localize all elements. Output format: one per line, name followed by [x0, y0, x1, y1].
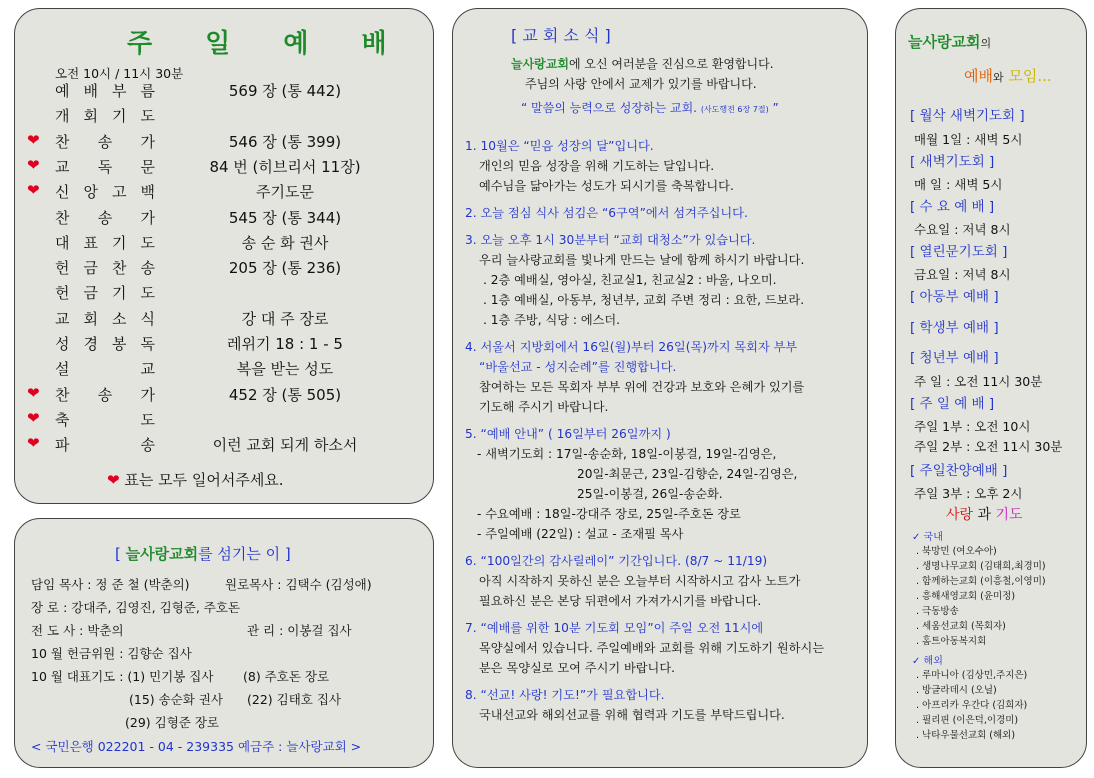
domestic-mission-item: . 홈트아동복지회	[916, 636, 987, 647]
order-item: 축 도	[55, 411, 155, 429]
news-line: 국내선교와 해외선교를 위해 협력과 기도를 부탁드립니다.	[479, 708, 785, 722]
news-line: . 2층 예배실, 영아실, 친교실1, 친교실2 : 바울, 나오미.	[483, 273, 777, 287]
overseas-mission-item: . 루마니아 (김상민,주지은)	[916, 670, 1028, 681]
server-line: 관 리 : 이봉걸 집사	[247, 623, 352, 638]
news-line: 3. 오늘 오후 1시 30분부터 “교회 대청소”가 있습니다.	[465, 233, 756, 247]
news-line: 개인의 믿음 성장을 위해 기도하는 달입니다.	[479, 159, 715, 173]
order-detail: 84 번 (히브리서 11장)	[209, 158, 361, 176]
overseas-mission-item: . 아프리카 우간다 (김희자)	[916, 700, 1028, 711]
meeting-group-time: 매월 1일 : 새벽 5시	[914, 132, 1023, 147]
worship-note	[107, 469, 284, 490]
overseas-label: ✓ 해외	[912, 656, 943, 667]
news-line: 5. “예배 안내” ( 16일부터 26일까지 )	[465, 427, 671, 441]
meeting-group-name: [ 주일찬양예배 ]	[910, 463, 1008, 479]
domestic-mission-item: . 북망민 (여오수아)	[916, 546, 997, 557]
meeting-group-time: 주 일 : 오전 11시 30분	[914, 374, 1043, 389]
news-line: - 주일예배 (22일) : 설교 - 조재필 목사	[477, 527, 684, 541]
news-line: 목양실에서 있습니다. 주일예배와 교회를 위해 기도하기 원하시는	[479, 641, 824, 655]
order-item: 찬 송 가	[55, 209, 155, 227]
meeting-group-time: 매 일 : 새벽 5시	[914, 177, 1003, 192]
server-line: (8) 주호돈 장로	[243, 669, 330, 684]
worship-note-text: 표는 모두 일어서주세요.	[124, 471, 284, 489]
news-line: 7. “예배를 위한 10분 기도회 모임”이 주일 오전 11시에	[465, 621, 764, 635]
worship-title: 주 일 예 배	[127, 29, 409, 59]
order-item: 헌 금 찬 송	[55, 259, 155, 277]
news-line: 기도해 주시기 바랍니다.	[479, 400, 609, 414]
heart-icon: ❤	[27, 434, 40, 452]
news-line: 6. “100일간의 감사릴레이” 기간입니다. (8/7 ~ 11/19)	[465, 554, 768, 568]
order-item: 성 경 봉 독	[55, 335, 155, 353]
meetings-subtitle	[964, 65, 1052, 86]
worship-time: 오전 10시 / 11시 30분	[55, 66, 184, 81]
heart-icon: ❤	[27, 156, 40, 174]
meetings-title-church: 늘사랑교회	[908, 33, 981, 51]
news-line: 예수님을 닮아가는 성도가 되시기를 축복합니다.	[479, 179, 734, 193]
server-line: (22) 김태호 집사	[247, 692, 341, 707]
news-line: . 1층 주방, 식당 : 에스더.	[483, 313, 621, 327]
heart-icon: ❤	[27, 131, 40, 149]
order-item: 찬 송 가	[55, 133, 155, 151]
news-line: 필요하신 분은 본당 뒤편에서 가져가시기를 바랍니다.	[479, 594, 762, 608]
meeting-group-time: 금요일 : 저녁 8시	[914, 267, 1011, 282]
motto-end: ”	[772, 101, 779, 115]
order-detail: 546 장 (통 399)	[228, 133, 342, 151]
news-line: “바울선교 - 성지순례”를 진행합니다.	[479, 360, 677, 374]
news-line: 4. 서울서 지방회에서 16일(월)부터 26일(목)까지 목회자 부부	[465, 340, 798, 354]
server-line: 전 도 사 : 박춘의	[31, 623, 124, 638]
order-detail: 강 대 주 장로	[241, 310, 329, 328]
meeting-group-name: [ 수 요 예 배 ]	[910, 199, 995, 215]
news-title: [ 교 회 소 식 ]	[511, 26, 611, 45]
prayer-title	[946, 504, 1023, 524]
meetings-title	[908, 31, 991, 52]
news-line: 우리 늘사랑교회를 빛나게 만드는 날에 함께 하시기 바랍니다.	[479, 253, 805, 267]
order-detail: 복을 받는 성도	[236, 360, 334, 378]
meeting-group-name: [ 월삭 새벽기도회 ]	[910, 108, 1025, 124]
server-line: (29) 김형준 장로	[125, 715, 219, 730]
servers-title	[115, 543, 291, 564]
news-line: 분은 목양실로 모여 주시기 바랍니다.	[479, 661, 675, 675]
overseas-mission-item: . 낙타우물선교회 (해외)	[916, 730, 1016, 741]
order-item: 헌 금 기 도	[55, 284, 155, 302]
meeting-group-name: [ 주 일 예 배 ]	[910, 396, 995, 412]
meetings-sub-worship: 예배	[964, 67, 993, 85]
welcome-text: 에 오신 여러분을 진심으로 환영합니다.	[568, 57, 774, 71]
news-line: 1. 10월은 “믿음 성장의 달”입니다.	[465, 139, 654, 153]
domestic-label: ✓ 국내	[912, 532, 943, 543]
prayer-prayer: 기도	[995, 507, 1023, 523]
welcome-line-1	[511, 55, 774, 72]
order-item: 찬 송 가	[55, 386, 155, 404]
news-line: - 수요예배 : 18일-강대주 장로, 25일-주호돈 장로	[477, 507, 741, 521]
welcome-line-2: 주님의 사랑 안에서 교제가 있기를 바랍니다.	[525, 77, 757, 91]
order-item: 파 송	[55, 436, 155, 454]
meetings-title-suffix: 의	[980, 37, 992, 50]
server-line: 장 로 : 강대주, 김영진, 김형준, 주호돈	[31, 600, 241, 615]
meeting-group-time: 주일 3부 : 오후 2시	[914, 486, 1023, 501]
servers-panel	[14, 518, 434, 768]
order-detail: 주기도문	[256, 183, 314, 201]
prayer-and: 과	[977, 507, 992, 523]
motto-ref: (사도행전 6장 7절)	[700, 105, 769, 114]
meeting-group-name: [ 청년부 예배 ]	[910, 350, 999, 366]
servers-title-post: 를 섬기는 이 ]	[198, 545, 291, 563]
heart-icon: ❤	[27, 409, 40, 427]
order-detail: 569 장 (통 442)	[228, 82, 342, 100]
meeting-group-name: [ 학생부 예배 ]	[910, 320, 999, 336]
server-line: 담임 목사 : 정 준 철 (박춘의)	[31, 577, 190, 592]
domestic-mission-item: . 극동방송	[916, 606, 959, 617]
meetings-sub-and: 와	[992, 71, 1004, 84]
server-line: 10 월 헌금위원 : 김향순 집사	[31, 646, 192, 661]
server-line: 10 월 대표기도 : (1) 민기봉 집사	[31, 669, 214, 684]
bank-account: < 국민은행 022201 - 04 - 239335 예금주 : 늘사랑교회 >	[31, 739, 362, 754]
servers-title-pre: [	[115, 545, 126, 563]
overseas-mission-item: . 필리핀 (이은덕,이경미)	[916, 715, 1019, 726]
domestic-mission-item: . 생명나무교회 (김태희,최경미)	[916, 561, 1046, 572]
welcome-church: 늘사랑교회	[511, 57, 569, 71]
order-item: 개 회 기 도	[55, 107, 155, 125]
order-item: 교 독 문	[55, 158, 155, 176]
news-line: 25일-이봉걸, 26일-송순화.	[577, 487, 723, 501]
servers-title-church: 늘사랑교회	[125, 545, 199, 563]
heart-icon: ❤	[107, 471, 120, 489]
meeting-group-name: [ 아동부 예배 ]	[910, 289, 999, 305]
domestic-mission-item: . 세움선교회 (목회자)	[916, 621, 1006, 632]
prayer-love: 사랑	[946, 507, 974, 523]
worship-order-panel	[14, 8, 434, 504]
domestic-mission-item: . 함께하는교회 (이흥철,이영미)	[916, 576, 1046, 587]
server-line: 원로목사 : 김택수 (김성애)	[225, 577, 372, 592]
order-detail: 이런 교회 되게 하소서	[212, 436, 358, 454]
meeting-group-time: 주일 2부 : 오전 11시 30분	[914, 439, 1063, 454]
news-line: 아직 시작하지 못하신 분은 오늘부터 시작하시고 감사 노트가	[479, 574, 801, 588]
heart-icon: ❤	[27, 384, 40, 402]
order-detail: 545 장 (통 344)	[228, 209, 342, 227]
order-item: 설 교	[55, 360, 155, 378]
news-line: 참여하는 모든 목회자 부부 위에 건강과 보호와 은혜가 있기를	[479, 380, 805, 394]
overseas-mission-item: . 방글라데시 (오닐)	[916, 685, 997, 696]
meeting-group-name: [ 새벽기도회 ]	[910, 154, 995, 170]
news-line: 8. “선교! 사랑! 기도!”가 필요합니다.	[465, 688, 665, 702]
motto-text: “ 말씀의 능력으로 성장하는 교회.	[521, 101, 697, 115]
order-detail: 송 순 화 권사	[241, 234, 329, 252]
order-item: 신 앙 고 백	[55, 183, 155, 201]
order-detail: 205 장 (통 236)	[228, 259, 342, 277]
news-line: 2. 오늘 점심 식사 섬김은 “6구역”에서 섬겨주십니다.	[465, 206, 748, 220]
meetings-sub-gathering: 모임...	[1008, 67, 1052, 85]
domestic-mission-item: . 흥해새영교회 (윤미정)	[916, 591, 1016, 602]
meeting-group-name: [ 열린문기도회 ]	[910, 244, 1008, 260]
news-line: 20일-최문근, 23일-김향순, 24일-김영은,	[577, 467, 798, 481]
order-detail: 레위기 18 : 1 - 5	[227, 335, 343, 353]
order-item: 교 회 소 식	[55, 310, 155, 328]
meetings-panel	[895, 8, 1087, 768]
church-news-panel	[452, 8, 868, 768]
meeting-group-time: 수요일 : 저녁 8시	[914, 222, 1011, 237]
order-item: 대 표 기 도	[55, 234, 155, 252]
order-detail: 452 장 (통 505)	[228, 386, 342, 404]
order-item: 예 배 부 름	[55, 82, 155, 100]
meeting-group-time: 주일 1부 : 오전 10시	[914, 419, 1031, 434]
motto	[521, 99, 779, 116]
news-line: - 새벽기도회 : 17일-송순화, 18일-이봉걸, 19일-김영은,	[477, 447, 777, 461]
news-line: . 1층 예배실, 아동부, 청년부, 교회 주변 정리 : 요한, 드보라.	[483, 293, 805, 307]
heart-icon: ❤	[27, 181, 40, 199]
server-line: (15) 송순화 권사	[129, 692, 223, 707]
